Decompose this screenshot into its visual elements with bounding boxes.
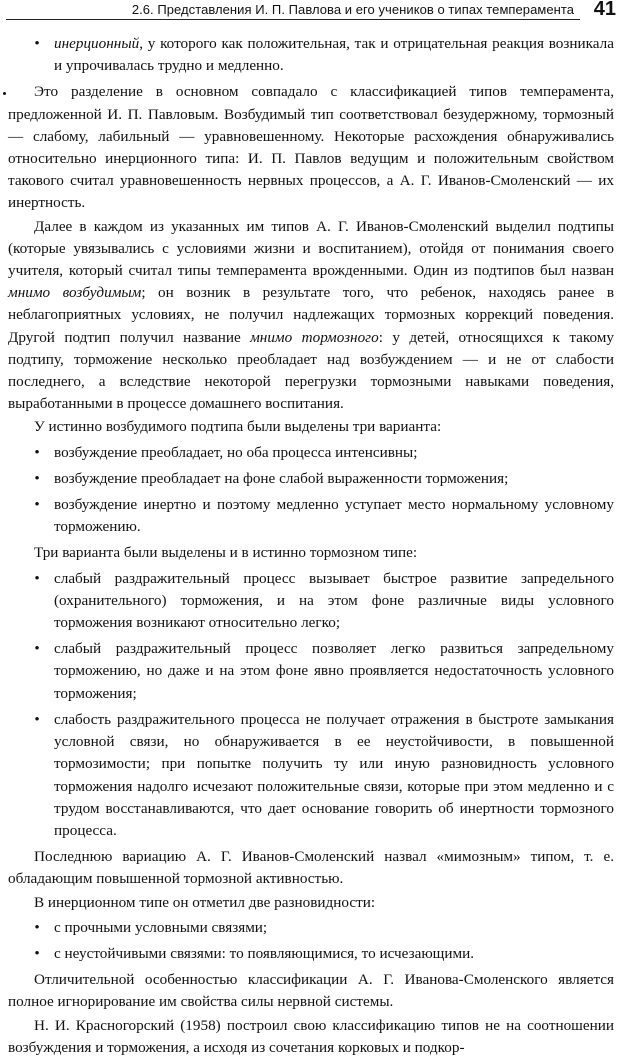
list-item [8,494,614,538]
bullet-list [8,917,614,965]
paragraph: Н. И. Красногорский (1958) построил свою классификацию типов не на соотношении возбуждения и торможения, а исходя из сочетания корковых и подкор- [8,1016,614,1056]
list-item-text: возбуждение преобладает, но оба процесса интенсивны; [54,443,418,461]
emphasis-term: мнимо возбудимым [8,284,142,302]
bullet-list [8,442,614,539]
list-item [8,638,614,705]
bullet-icon: • [34,443,40,461]
list-item [8,917,614,939]
bullet-icon: • [34,918,40,936]
paragraph [8,216,614,416]
list-item [8,568,614,635]
list-item [8,468,614,490]
list-item [8,33,614,77]
paragraph-text: : у детей, относящихся к такому подтипу, торможение несколько преобладает над возбуждением — и не от слабости последнего, а вследствие некоторой перегрузки тормозными навыками поведения, выработанными в процессе домашнего воспитания. [8,328,614,413]
list-item [8,442,614,464]
list-item-text: с неустойчивыми связями: то появляющимися, то исчезающими. [54,944,475,962]
bullet-list [8,33,614,77]
header-title: 2.6. Представления И. П. Павлова и его учеников о типах темперамента [131,2,574,17]
list-item-text: с прочными условными связями; [54,918,268,936]
bullet-icon: • [34,496,40,514]
paragraph: Три варианта были выделены и в истинно тормозном типе: [34,544,418,562]
paragraph-text: ; он возник в результате того, что ребенок, находясь ранее в неблагоприятных условиях, не получил надлежащих тормозных коррекций поведения. Другой подтип получил название [8,284,615,346]
list-item-text: слабый раздражительный процесс вызывает быстрое развитие запредельного (охранительного) торможения, и на этом фоне различные виды условного торможения возникают относительно легко; [54,569,614,632]
paragraph: Это разделение в основном совпадало с классификацией типов темперамента, предложенной И. П. Павловым. Возбудимый тип соответствовал безудержному, тормозный — слабому, лабильный — уравновешенному. Некоторые расхождения обнаруживались относительно инерционного типа: И. П. Павлов ведущим и положительным свойством такового считал уравновешенность нервных процессов, а А. Г. Иванов-Смоленский — их инертность. [8,83,614,212]
list-item [8,943,614,965]
paragraph-text: Далее в каждом из указанных им типов А. Г. Иванов-Смоленский выделил подтипы (которые увязывались с условиями жизни и воспитанием), отойдя от понимания своего учителя, который считал типы темперамента врожденными. Один из подтипов был назван [8,217,614,280]
list-item [8,709,614,842]
paragraph: Отличительной особенностью классификации А. Г. Иванова-Смоленского является полное игнорирование им свойства силы нервной системы. [8,971,614,1011]
bullet-icon: • [34,710,40,728]
emphasis-term: инерционный [54,35,140,52]
bullet-icon: • [34,569,40,587]
header-rule [6,19,580,20]
bullet-icon: • [34,35,40,52]
bullet-icon: • [34,640,40,658]
paragraph: В инерционном типе он отметил две разновидности: [34,893,376,911]
running-header [0,0,620,26]
list-item-text: возбуждение преобладает на фоне слабой выраженности торможения; [54,469,509,487]
body-text [8,30,614,1059]
bullet-icon: • [34,944,40,962]
bullet-list [8,568,614,842]
bullet-icon: • [34,469,40,487]
list-item-text: слабый раздражительный процесс позволяет легко развиться запредельному торможению, но даже и на этом фоне явно проявляется недостаточность условного торможения; [54,640,614,702]
list-item-text: возбуждение инертно и поэтому медленно уступает место нормальному условному торможению. [54,496,614,536]
list-item-text: слабость раздражительного процесса не получает отражения в быстроте замыкания условной связи, но обнаруживается в ее неустойчивости, в повышенной тормозимости; при попытке получить ту или иную разновидность условного торможения надолго исчезают положительные связи, которые при этом медленно и с трудом восстанавливаются, что дает основание говорить об инертности тормозного процесса. [54,710,614,839]
page-number: 41 [593,0,616,20]
list-item-text: , у которого как положительная, так и отрицательная реакция возникала и упрочивалась трудно и медленно. [54,35,614,75]
paragraph: У истинно возбудимого подтипа были выделены три варианта: [34,418,442,436]
emphasis-term: мнимо тормозного [250,328,379,346]
paragraph: Последнюю вариацию А. Г. Иванов-Смоленский назвал «мимозным» типом, т. е. обладающим повышенной тормозной активностью. [8,848,614,888]
scan-speck [3,92,6,95]
